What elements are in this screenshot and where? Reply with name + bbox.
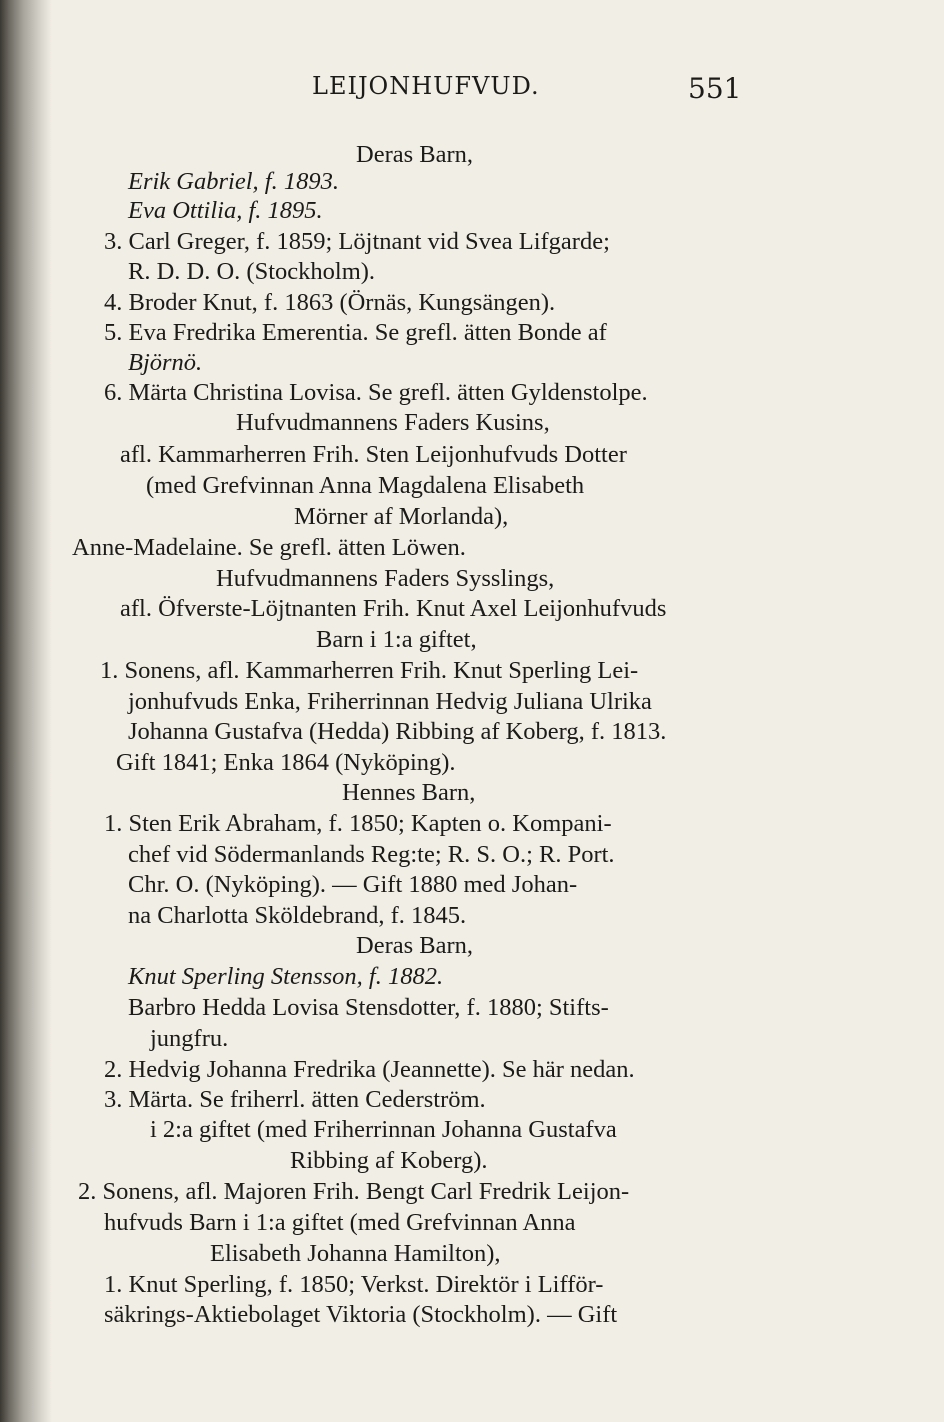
text-line: chef vid Södermanlands Reg:te; R. S. O.; R. Port. bbox=[128, 841, 615, 868]
text-line: 1. Knut Sperling, f. 1850; Verkst. Direktör i Lifför- bbox=[104, 1271, 604, 1298]
text-line: Chr. O. (Nyköping). — Gift 1880 med Johan- bbox=[128, 871, 578, 898]
text-line: hufvuds Barn i 1:a giftet (med Grefvinnan Anna bbox=[104, 1209, 576, 1236]
text-line: afl. Kammarherren Frih. Sten Leijonhufvuds Dotter bbox=[120, 441, 627, 468]
page-number: 551 bbox=[688, 72, 742, 105]
text-line: 4. Broder Knut, f. 1863 (Örnäs, Kungsängen). bbox=[104, 289, 556, 316]
text-line: Barn i 1:a giftet, bbox=[316, 626, 477, 653]
text-line: Knut Sperling Stensson, f. 1882. bbox=[128, 963, 444, 990]
text-line: Gift 1841; Enka 1864 (Nyköping). bbox=[116, 749, 456, 776]
text-line: Barbro Hedda Lovisa Stensdotter, f. 1880; Stifts- bbox=[128, 994, 609, 1021]
text-line: 3. Carl Greger, f. 1859; Löjtnant vid Svea Lifgarde; bbox=[104, 228, 610, 255]
text-line: 3. Märta. Se friherrl. ätten Cederström. bbox=[104, 1086, 486, 1113]
text-line: Deras Barn, bbox=[356, 932, 474, 959]
text-line: Anne-Madelaine. Se grefl. ätten Löwen. bbox=[72, 534, 466, 561]
text-line: 5. Eva Fredrika Emerentia. Se grefl. ätten Bonde af bbox=[104, 319, 607, 346]
text-line: 6. Märta Christina Lovisa. Se grefl. ätten Gyldenstolpe. bbox=[104, 379, 648, 406]
text-line: na Charlotta Sköldebrand, f. 1845. bbox=[128, 902, 467, 929]
text-line: jungfru. bbox=[150, 1025, 229, 1052]
text-line: Hennes Barn, bbox=[342, 779, 476, 806]
text-line: 1. Sten Erik Abraham, f. 1850; Kapten o. Kompani- bbox=[104, 810, 612, 837]
text-line: Mörner af Morlanda), bbox=[294, 503, 509, 530]
text-line: Erik Gabriel, f. 1893. bbox=[128, 168, 339, 195]
text-line: Johanna Gustafva (Hedda) Ribbing af Koberg, f. 1813. bbox=[128, 718, 667, 745]
text-line: jonhufvuds Enka, Friherrinnan Hedvig Juliana Ulrika bbox=[128, 688, 652, 715]
text-line: 2. Hedvig Johanna Fredrika (Jeannette). Se här nedan. bbox=[104, 1056, 635, 1083]
text-line: säkrings-Aktiebolaget Viktoria (Stockholm). — Gift bbox=[104, 1301, 618, 1328]
text-line: 2. Sonens, afl. Majoren Frih. Bengt Carl Fredrik Leijon- bbox=[78, 1178, 630, 1205]
text-line: Elisabeth Johanna Hamilton), bbox=[210, 1240, 501, 1267]
text-line: Hufvudmannens Faders Kusins, bbox=[236, 409, 550, 436]
text-line: Eva Ottilia, f. 1895. bbox=[128, 197, 323, 224]
text-line: afl. Öfverste-Löjtnanten Frih. Knut Axel Leijonhufvuds bbox=[120, 595, 667, 622]
text-line: i 2:a giftet (med Friherrinnan Johanna Gustafva bbox=[150, 1116, 617, 1143]
text-line: 1. Sonens, afl. Kammarherren Frih. Knut Sperling Lei- bbox=[100, 657, 639, 684]
text-line: R. D. D. O. (Stockholm). bbox=[128, 258, 376, 285]
text-line: (med Grefvinnan Anna Magdalena Elisabeth bbox=[146, 472, 585, 499]
text-line: Björnö. bbox=[128, 349, 203, 376]
running-header-title: LEIJONHUFVUD. bbox=[312, 72, 540, 100]
text-line: Hufvudmannens Faders Sysslings, bbox=[216, 565, 555, 592]
text-line: Deras Barn, bbox=[356, 141, 474, 168]
text-line: Ribbing af Koberg). bbox=[290, 1147, 488, 1174]
